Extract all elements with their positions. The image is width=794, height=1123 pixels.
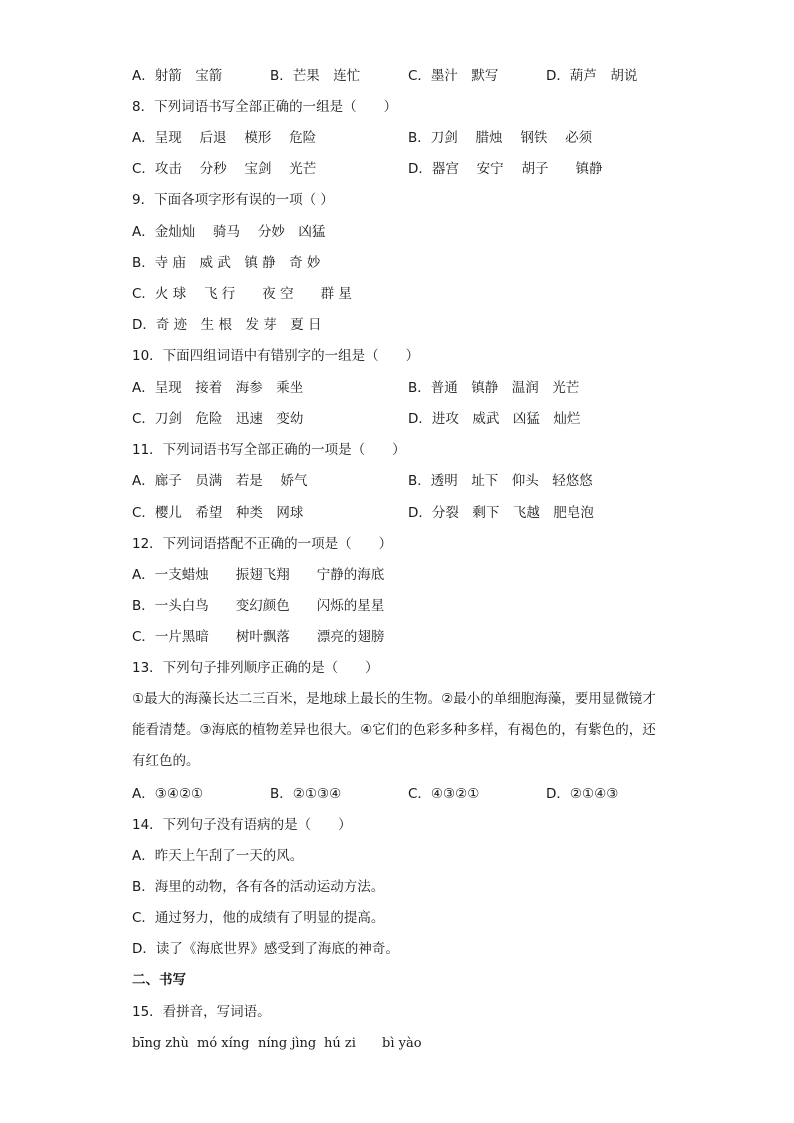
q14-option-d: D．读了《海底世界》感受到了海底的神奇。 xyxy=(132,941,399,957)
q10-option-d: D．进攻 威武 凶猛 灿烂 xyxy=(408,411,581,427)
q8-option-c: C．攻击 分秒 宝剑 光芒 xyxy=(132,161,317,177)
q13-option-b: B．②①③④ xyxy=(270,786,342,802)
q11-option-a: A．廊子 员满 若是 娇气 xyxy=(132,473,308,489)
q13-option-c: C．④③②① xyxy=(408,786,480,802)
q14-option-c: C．通过努力，他的成绩有了明显的提高。 xyxy=(132,910,385,926)
pinyin-item: mó xíng xyxy=(197,1036,250,1051)
q14-option-b: B．海里的动物，各有各的活动运动方法。 xyxy=(132,879,385,895)
q11-stem: 11．下列词语书写全部正确的一项是（ ） xyxy=(132,442,406,458)
q7-option-a: A．射箭 宝箭 xyxy=(132,68,223,84)
q10-option-a: A．呈现 接着 海参 乘坐 xyxy=(132,380,304,396)
q12-option-a: A．一支蜡烛 振翅飞翔 宁静的海底 xyxy=(132,567,385,583)
q9-option-d: D．奇 迹 生 根 发 芽 夏 日 xyxy=(132,317,322,333)
q10-option-c: C．刀剑 危险 迅速 变幼 xyxy=(132,411,304,427)
q13-option-d: D．②①④③ xyxy=(546,786,619,802)
q7-option-c: C．墨汁 默写 xyxy=(408,68,499,84)
q13-passage: ①最大的海藻长达二三百米，是地球上最长的生物。②最小的单细胞海藻，要用显微镜才能看清楚。③海底的植物差异也很大。④它们的色彩多种多样，有褐色的，有紫色的，还有红色的。 xyxy=(132,691,656,769)
q12-option-b: B．一头白鸟 变幻颜色 闪烁的星星 xyxy=(132,598,385,614)
q13-stem: 13．下列句子排列顺序正确的是（ ） xyxy=(132,660,379,676)
pinyin-item: níng jìng xyxy=(258,1036,317,1051)
section-heading-writing: 二、书写 xyxy=(132,972,186,988)
q8-option-a: A．呈现 后退 模形 危险 xyxy=(132,130,317,146)
pinyin-item: bīng zhù xyxy=(132,1036,189,1051)
q7-option-d: D．葫芦 胡说 xyxy=(546,68,638,84)
q15-stem: 15．看拼音，写词语。 xyxy=(132,1004,271,1020)
q9-option-a: A．金灿灿 骑马 分妙 凶猛 xyxy=(132,224,326,240)
q13-option-a: A．③④②① xyxy=(132,786,204,802)
q8-stem: 8．下列词语书写全部正确的一组是（ ） xyxy=(132,99,398,115)
q11-option-d: D．分裂 剩下 飞越 肥皂泡 xyxy=(408,505,594,521)
q8-option-b: B．刀剑 腊烛 钢铁 必须 xyxy=(408,130,593,146)
q14-option-a: A．昨天上午刮了一天的风。 xyxy=(132,848,304,864)
q7-option-b: B．芒果 连忙 xyxy=(270,68,361,84)
q9-stem: 9．下面各项字形有误的一项（ ） xyxy=(132,192,334,208)
q12-stem: 12．下列词语搭配不正确的一项是（ ） xyxy=(132,536,393,552)
q14-stem: 14．下列句子没有语病的是（ ） xyxy=(132,817,352,833)
q10-stem: 10．下面四组词语中有错别字的一组是（ ） xyxy=(132,348,420,364)
q11-option-c: C．樱儿 希望 种类 网球 xyxy=(132,505,304,521)
pinyin-item: hú zi xyxy=(324,1036,356,1051)
q12-option-c: C．一片黑暗 树叶飘落 漂亮的翅膀 xyxy=(132,629,385,645)
q9-option-c: C．火 球 飞 行 夜 空 群 星 xyxy=(132,286,352,302)
q9-option-b: B．寺 庙 威 武 镇 静 奇 妙 xyxy=(132,255,321,271)
q8-option-d: D．器宫 安宁 胡子 镇静 xyxy=(408,161,603,177)
q10-option-b: B．普通 镇静 温润 光芒 xyxy=(408,380,580,396)
pinyin-item: bì yào xyxy=(382,1036,422,1051)
q11-option-b: B．透明 址下 仰头 轻悠悠 xyxy=(408,473,593,489)
